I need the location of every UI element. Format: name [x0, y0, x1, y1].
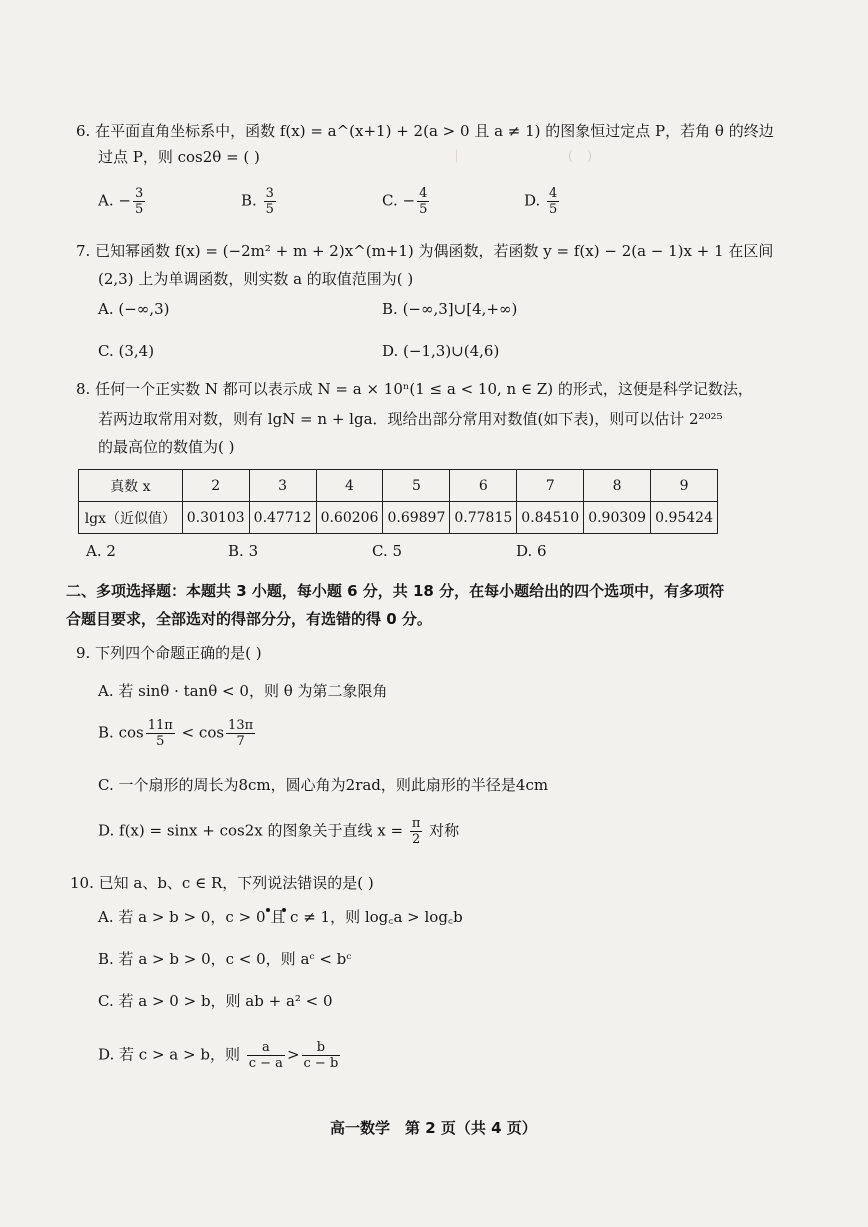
table-cell: 9 — [651, 470, 718, 502]
q9-option-b: B. cos $\frac{11\pi}{5}$ < cos $\frac{13\pi}{7}$ — [98, 718, 254, 749]
table-cell: 4 — [316, 470, 383, 502]
q9-option-d: D. f(x) = sinx + cos2x 的图象关于直线 x = $\frac{\pi}{2}$ 对称 — [98, 816, 460, 847]
table-cell: 0.84510 — [517, 502, 584, 534]
q6-option-b: B. $\frac{3}{5}$ — [241, 186, 274, 217]
q8-stem-line3: 的最高位的数值为( ) — [98, 438, 235, 456]
q7-option-a: A. (−∞,3) — [98, 300, 170, 318]
q9-option-c: C. 一个扇形的周长为8cm，圆心角为2rad，则此扇形的半径是4cm — [98, 776, 549, 794]
q10-option-a: A. 若 a > b > 0，c > 0 且 c ≠ 1，则 log꜀a > log꜀b — [98, 908, 463, 926]
q8-stem-line2: 若两边取常用对数，则有 lgN = n + lga．现给出部分常用对数值(如下表)，则可以估计 2²⁰²⁵ — [98, 410, 723, 428]
table-cell: 8 — [584, 470, 651, 502]
q7-option-b: B. (−∞,3]∪[4,+∞) — [382, 300, 518, 318]
q6-option-c: C. − $\frac{4}{5}$ — [382, 186, 428, 217]
table-cell: 7 — [517, 470, 584, 502]
table-cell: 0.90309 — [584, 502, 651, 534]
table-cell: 0.47712 — [249, 502, 316, 534]
table-cell: 0.69897 — [383, 502, 450, 534]
q6-option-a: A. − $\frac{3}{5}$ — [98, 186, 144, 217]
q9-option-a: A. 若 sinθ · tanθ < 0，则 θ 为第二象限角 — [98, 682, 388, 700]
section-2-heading-line2: 合题目要求，全部选对的得部分分，有选错的得 0 分。 — [66, 610, 432, 628]
q7-option-c: C. (3,4) — [98, 342, 155, 360]
q8-option-c: C. 5 — [372, 542, 403, 560]
table-cell: 0.30103 — [182, 502, 249, 534]
page-footer: 高一数学 第 2 页（共 4 页） — [330, 1119, 537, 1137]
q8-option-d: D. 6 — [516, 542, 547, 560]
table-cell: 2 — [182, 470, 249, 502]
table-cell: 3 — [249, 470, 316, 502]
section-2-heading-line1: 二、多项选择题：本题共 3 小题，每小题 6 分，共 18 分，在每小题给出的四个选项中，有多项符 — [66, 582, 725, 600]
log-table — [78, 469, 718, 534]
q10-option-b: B. 若 a > b > 0，c < 0，则 aᶜ < bᶜ — [98, 950, 352, 968]
q8-option-a: A. 2 — [86, 542, 116, 560]
q10-option-d: D. 若 c > a > b，则 $\frac{a}{c - a}$ > $\frac{b}{c - b}$ — [98, 1040, 339, 1071]
q6-stem-line2: 过点 P，则 cos2θ = ( ) — [98, 148, 260, 166]
table-cell: 0.77815 — [450, 502, 517, 534]
q8-stem-line1: 8. 任何一个正实数 N 都可以表示成 N = a × 10ⁿ(1 ≤ a < 10, n ∈ Z) 的形式，这便是科学记数法， — [76, 380, 753, 398]
q7-stem-line2: (2,3) 上为单调函数，则实数 a 的取值范围为( ) — [98, 270, 414, 288]
table-cell: 0.95424 — [651, 502, 718, 534]
q7-stem-line1: 7. 已知幂函数 f(x) = (−2m² + m + 2)x^(m+1) 为偶函数，若函数 y = f(x) − 2(a − 1)x + 1 在区间 — [76, 242, 774, 260]
table-cell: 0.60206 — [316, 502, 383, 534]
table-cell: lgx（近似值） — [79, 502, 183, 534]
q9-stem: 9. 下列四个命题正确的是( ) — [76, 644, 262, 662]
q10-stem: 10. 已知 a、b、c ∈ R，下列说法错误的是( ) — [70, 874, 374, 892]
log-table-header-row — [79, 470, 718, 502]
table-cell: 5 — [383, 470, 450, 502]
log-table-value-row — [79, 502, 718, 534]
q8-option-b: B. 3 — [228, 542, 259, 560]
q6-option-d: D. $\frac{4}{5}$ — [524, 186, 558, 217]
q7-option-d: D. (−1,3)∪(4,6) — [382, 342, 500, 360]
table-cell: 6 — [450, 470, 517, 502]
q10-option-c: C. 若 a > 0 > b，则 ab + a² < 0 — [98, 992, 333, 1010]
table-cell: 真数 x — [79, 470, 183, 502]
bleed-through-text: ｜ （ ） — [450, 150, 600, 165]
q6-stem-line1: 6. 在平面直角坐标系中，函数 f(x) = a^(x+1) + 2(a > 0 且 a ≠ 1) 的图象恒过定点 P，若角 θ 的终边 — [76, 122, 774, 140]
